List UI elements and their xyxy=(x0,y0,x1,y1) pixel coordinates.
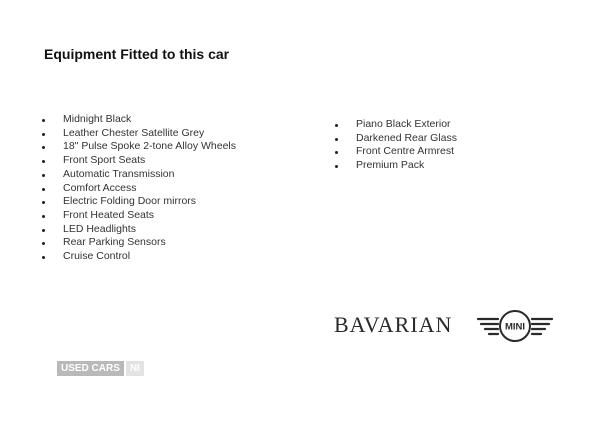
equipment-item: Darkened Rear Glass xyxy=(335,132,457,146)
equipment-item: 18" Pulse Spoke 2-tone Alloy Wheels xyxy=(42,140,236,154)
equipment-list-left xyxy=(42,113,236,264)
equipment-item: Rear Parking Sensors xyxy=(42,236,236,250)
mini-logo-icon xyxy=(476,310,554,344)
badge-primary: USED CARS xyxy=(57,361,124,376)
equipment-item: Piano Black Exterior xyxy=(335,118,457,132)
equipment-list-right xyxy=(335,118,457,173)
equipment-item: Automatic Transmission xyxy=(42,168,236,182)
dealer-logo: BAVARIAN xyxy=(334,312,453,337)
equipment-item: Electric Folding Door mirrors xyxy=(42,195,236,209)
badge-secondary: NI xyxy=(126,361,144,376)
page-title: Equipment Fitted to this car xyxy=(44,46,230,62)
equipment-item: Comfort Access xyxy=(42,182,236,196)
equipment-item: Front Sport Seats xyxy=(42,154,236,168)
equipment-item: Front Heated Seats xyxy=(42,209,236,223)
mini-logo-text: MINI xyxy=(504,321,526,333)
equipment-item: Premium Pack xyxy=(335,159,457,173)
equipment-item: Leather Chester Satellite Grey xyxy=(42,127,236,141)
equipment-item: Midnight Black xyxy=(42,113,236,127)
used-cars-badge xyxy=(57,361,144,376)
equipment-item: Front Centre Armrest xyxy=(335,145,457,159)
equipment-item: Cruise Control xyxy=(42,250,236,264)
equipment-item: LED Headlights xyxy=(42,223,236,237)
